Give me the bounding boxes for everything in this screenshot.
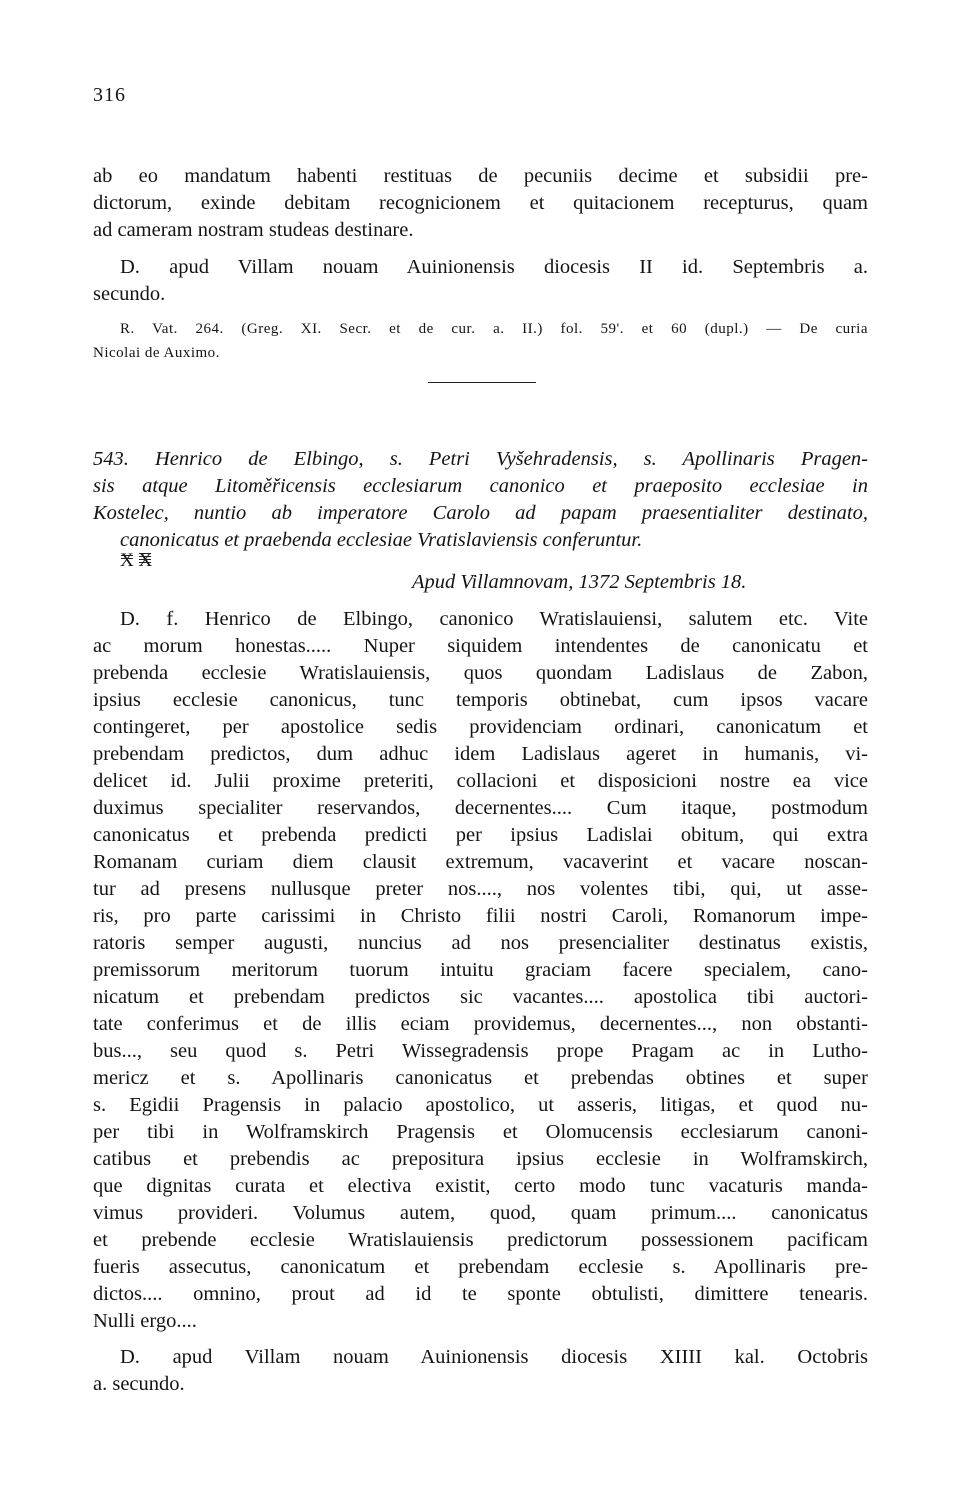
register-mark: X X [120,550,153,571]
doc-body-line: nicatum et prebendam predictos sic vacantes.... apostolica tibi auctori- [93,986,868,1008]
register-mark-dash [121,555,133,556]
doc-heading-line: canonicatus et praebenda ecclesiae Vratislaviensis conferuntur. [120,529,643,551]
doc-heading-line: 543. Henrico de Elbingo, s. Petri Vyšehradensis, s. Apollinaris Pragen- [93,448,868,470]
prev-source-line: Nicolai de Auximo. [93,345,220,361]
prev-date-line: D. apud Villam nouam Auinionensis diocesis II id. Septembris a. [120,256,868,278]
prev-body-line: ad cameram nostram studeas destinare. [93,219,414,241]
doc-body-line: s. Egidii Pragensis in palacio apostolico, ut asseris, litigas, et quod nu- [93,1094,868,1116]
register-mark-dash [139,556,151,557]
register-mark-dash [139,559,151,560]
doc-body-line: Romanam curiam diem clausit extremum, vacaverint et vacare noscan- [93,851,868,873]
doc-body-line: ris, pro parte carissimi in Christo filii nostri Caroli, Romanorum impe- [93,905,868,927]
doc-body-line: contingeret, per apostolice sedis providenciam ordinari, canonicatum et [93,716,868,738]
doc-body-line: tate conferimus et de illis eciam providemus, decernentes..., non obstanti- [93,1013,868,1035]
doc-body-line: ratoris semper augusti, nuncius ad nos presencialiter destinatus existis, [93,932,868,954]
section-separator [428,382,536,383]
doc-body-line: D. f. Henrico de Elbingo, canonico Wratislauiensi, salutem etc. Vite [120,608,868,630]
doc-body-line: prebendam predictos, dum adhuc idem Ladislaus ageret in humanis, vi- [93,743,868,765]
register-mark-dash [121,558,133,559]
doc-date-line: D. apud Villam nouam Auinionensis diocesis XIIII kal. Octobris [120,1346,868,1368]
doc-body-line: catibus et prebendis ac prepositura ipsius ecclesie in Wolframskirch, [93,1148,868,1170]
doc-body-line: duximus specialiter reservandos, decernentes.... Cum itaque, postmodum [93,797,868,819]
doc-body-line: fueris assecutus, canonicatum et prebendam ecclesie s. Apollinaris pre- [93,1256,868,1278]
doc-date-line: a. secundo. [93,1373,185,1395]
doc-body-line: dictos.... omnino, prout ad id te sponte obtulisti, dimittere tenearis. [93,1283,868,1305]
doc-body-line: delicet id. Julii proxime preteriti, collacioni et disposicioni nostre ea vice [93,770,868,792]
doc-body-line: per tibi in Wolframskirch Pragensis et Olomucensis ecclesiarum canoni- [93,1121,868,1143]
register-mark-dash [139,553,151,554]
prev-date-line: secundo. [93,283,166,305]
doc-body-line: vimus provideri. Volumus autem, quod, quam primum.... canonicatus [93,1202,868,1224]
doc-body-line: ipsius ecclesie canonicus, tunc temporis obtinebat, cum ipsos vacare [93,689,868,711]
doc-body-line: mericz et s. Apollinaris canonicatus et prebendas obtines et super [93,1067,868,1089]
doc-body-line: canonicatus et prebenda predicti per ipsius Ladislai obitum, qui extra [93,824,868,846]
doc-body-line: que dignitas curata et electiva existit, certo modo tunc vacaturis manda- [93,1175,868,1197]
prev-body-line: ab eo mandatum habenti restituas de pecuniis decime et subsidii pre- [93,165,868,187]
doc-body-line: ac morum honestas..... Nuper siquidem intendentes de canonicatu et [93,635,868,657]
prev-body-line: dictorum, exinde debitam recognicionem et quitacionem recepturus, quam [93,192,868,214]
prev-source-line: R. Vat. 264. (Greg. XI. Secr. et de cur. a. II.) fol. 59'. et 60 (dupl.) — De curia [120,321,868,337]
doc-heading-line: Kostelec, nuntio ab imperatore Carolo ad papam praesentialiter destinato, [93,502,868,524]
register-mark-dash [139,562,151,563]
doc-heading-line: sis atque Litoměřicensis ecclesiarum canonico et praeposito ecclesiae in [93,475,868,497]
doc-body-line: prebenda ecclesie Wratislauiensis, quos quondam Ladislaus de Zabon, [93,662,868,684]
doc-body-line: et prebende ecclesie Wratislauiensis predictorum possessionem pacificam [93,1229,868,1251]
page-number: 316 [93,84,126,106]
doc-body-line: tur ad presens nullusque preter nos...., nos volentes tibi, qui, ut asse- [93,878,868,900]
doc-body-line: Nulli ergo.... [93,1310,197,1332]
place-date: Apud Villamnovam, 1372 Septembris 18. [412,571,747,593]
doc-body-line: bus..., seu quod s. Petri Wissegradensis prope Pragam ac in Lutho- [93,1040,868,1062]
doc-body-line: premissorum meritorum tuorum intuitu graciam facere specialem, cano- [93,959,868,981]
